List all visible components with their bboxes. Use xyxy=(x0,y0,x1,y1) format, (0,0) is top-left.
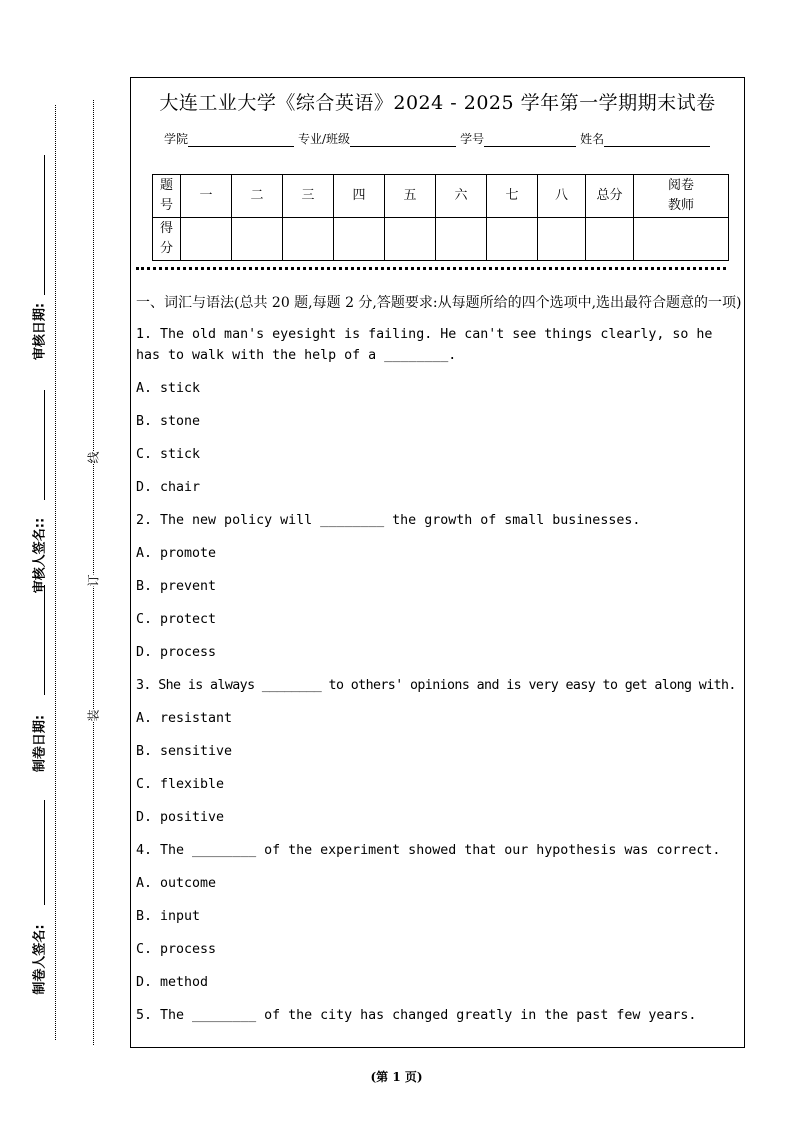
score-cell-1[interactable] xyxy=(181,218,232,261)
outer-binding-dotted-line xyxy=(55,105,56,1040)
major-label: 专业/班级 xyxy=(298,132,351,146)
question-4: 4. The ________ of the experiment showed that our hypothesis was correct. xyxy=(136,843,721,858)
score-cell-grader[interactable] xyxy=(634,218,729,261)
college-label: 学院 xyxy=(164,132,189,146)
q3-option-d: D. positive xyxy=(136,810,225,825)
q4-option-b: B. input xyxy=(136,909,201,924)
reviewer-date-label: 审核日期: xyxy=(32,302,48,361)
col-6: 六 xyxy=(436,175,487,218)
q1-option-b: B. stone xyxy=(136,414,201,429)
col-2: 二 xyxy=(232,175,283,218)
page-number: (第 1 页) xyxy=(370,1070,423,1084)
dotted-separator xyxy=(136,267,726,270)
reviewer-sign-blank xyxy=(44,390,45,500)
student-id-label: 学号 xyxy=(460,132,485,146)
q1-option-d: D. chair xyxy=(136,480,201,495)
col-4: 四 xyxy=(334,175,385,218)
seal-char-ding: 订 xyxy=(86,574,101,587)
score-cell-8[interactable] xyxy=(538,218,586,261)
score-cell-4[interactable] xyxy=(334,218,385,261)
q4-option-a: A. outcome xyxy=(136,876,217,891)
major-field[interactable] xyxy=(350,132,456,147)
q2-option-b: B. prevent xyxy=(136,579,217,594)
col-1: 一 xyxy=(181,175,232,218)
q4-option-c: C. process xyxy=(136,942,217,957)
score-cell-6[interactable] xyxy=(436,218,487,261)
score-table-score-row xyxy=(153,218,729,261)
q2-option-d: D. process xyxy=(136,645,217,660)
question-section xyxy=(136,292,742,1038)
q2-option-a: A. promote xyxy=(136,546,217,561)
q2-option-c: C. protect xyxy=(136,612,217,627)
maker-date-label: 制卷日期: xyxy=(32,714,48,773)
maker-sign-label: 制卷人签名: xyxy=(32,924,48,995)
exam-title: 大连工业大学《综合英语》2024 - 2025 学年第一学期期末试卷 xyxy=(159,92,716,114)
score-cell-total[interactable] xyxy=(586,218,634,261)
student-id-field[interactable] xyxy=(484,132,576,147)
inner-binding-dotted-line xyxy=(93,100,94,1045)
q1-option-c: C. stick xyxy=(136,447,201,462)
score-cell-7[interactable] xyxy=(487,218,538,261)
question-2: 2. The new policy will ________ the growth of small businesses. xyxy=(136,513,641,528)
q3-option-a: A. resistant xyxy=(136,711,233,726)
col-total: 总分 xyxy=(586,175,634,218)
exam-frame xyxy=(130,77,745,1048)
col-8: 八 xyxy=(538,175,586,218)
question-1: 1. The old man's eyesight is failing. He can't see things clearly, so he has to walk with the help of a ________. xyxy=(136,327,713,363)
question-3: 3. She is always ________ to others' opinions and is very easy to get along with. xyxy=(136,678,736,693)
col-grader: 阅卷教师 xyxy=(634,175,729,218)
score-cell-3[interactable] xyxy=(283,218,334,261)
q1-option-a: A. stick xyxy=(136,381,201,396)
score-table-header-row xyxy=(153,175,729,218)
col-5: 五 xyxy=(385,175,436,218)
q3-option-b: B. sensitive xyxy=(136,744,233,759)
score-cell-5[interactable] xyxy=(385,218,436,261)
score-cell-2[interactable] xyxy=(232,218,283,261)
student-info-row xyxy=(164,130,714,147)
reviewer-date-blank xyxy=(44,155,45,295)
seal-char-xian: 线 xyxy=(86,451,101,464)
row-label-tihao: 题号 xyxy=(153,175,181,218)
section-heading: 一、词汇与语法(总共 20 题,每题 2 分,答题要求:从每题所给的四个选项中,选出最符合题意的一项) xyxy=(136,295,742,311)
col-7: 七 xyxy=(487,175,538,218)
college-field[interactable] xyxy=(188,132,294,147)
name-label: 姓名 xyxy=(580,132,605,146)
question-5: 5. The ________ of the city has changed greatly in the past few years. xyxy=(136,1008,697,1023)
score-table xyxy=(152,174,729,261)
q3-option-c: C. flexible xyxy=(136,777,225,792)
q4-option-d: D. method xyxy=(136,975,209,990)
col-3: 三 xyxy=(283,175,334,218)
seal-char-zhuang: 装 xyxy=(86,709,101,722)
name-field[interactable] xyxy=(604,132,710,147)
row-label-defen: 得分 xyxy=(153,218,181,261)
reviewer-sign-label: 审核人签名:: xyxy=(32,517,48,594)
maker-sign-blank xyxy=(44,800,45,905)
